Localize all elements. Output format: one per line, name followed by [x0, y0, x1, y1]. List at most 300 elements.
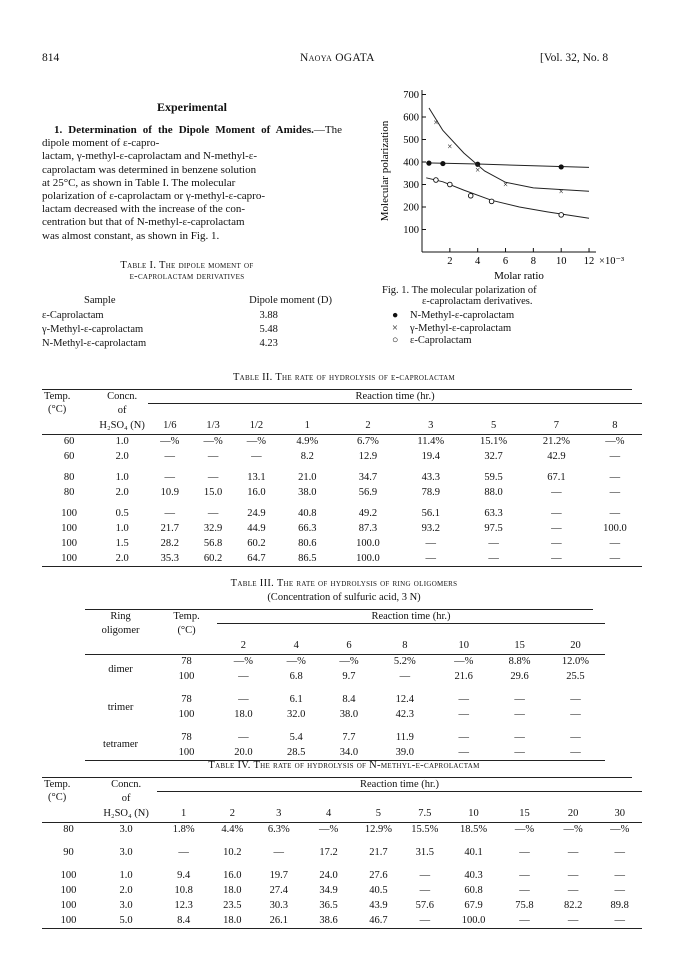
legend-item	[392, 323, 514, 336]
rate-cell: —	[419, 885, 431, 896]
rate-cell: —%	[610, 824, 630, 836]
rate-cell: —	[614, 870, 625, 881]
rate-cell: 34.0	[339, 746, 359, 758]
concn-cell: 1.5	[115, 538, 129, 549]
table-row	[85, 730, 605, 745]
table2	[42, 389, 642, 567]
x-tick-label: 12	[583, 256, 595, 267]
temp-cell: 78	[181, 656, 192, 668]
temp-cell: 100	[178, 709, 195, 720]
rate-cell: 15.5%	[411, 824, 439, 836]
rate-cell: 67.9	[464, 900, 483, 911]
rate-cell: —	[551, 552, 562, 564]
section-heading: Experimental	[157, 100, 227, 114]
y-tick-label: 100	[403, 225, 419, 236]
rate-cell: 9.7	[342, 671, 356, 682]
table4-time-header: 10	[468, 808, 479, 820]
rate-cell: —	[207, 508, 219, 519]
rate-cell: 6.3%	[267, 824, 290, 836]
table2-title: Table II. The rate of hydrolysis of ε-caprolactam	[232, 372, 456, 383]
rate-cell: —%	[318, 824, 339, 836]
oligomer-name: dimer	[108, 663, 133, 675]
series-line-cross	[429, 108, 589, 191]
rate-cell: —	[551, 523, 562, 534]
paragraph-line: lactam decreased with the increase of the con-	[42, 203, 246, 216]
table-row	[42, 551, 642, 566]
table-row	[42, 485, 642, 500]
table-row	[42, 845, 642, 860]
table2-head-of: of	[117, 404, 127, 416]
table4-head-time: Reaction time (hr.)	[360, 778, 440, 790]
temp-cell: 100	[60, 900, 77, 911]
table2-head-acid: H₂SO₄ (N)	[99, 420, 145, 432]
running-author: Naoya OGATA	[300, 52, 375, 64]
rate-cell: 19.7	[269, 870, 288, 881]
rate-cell: —	[570, 732, 581, 743]
table4-head-acid: H₂SO₄ (N)	[103, 808, 149, 820]
paragraph-line: caprolactam was determined in benzene solution	[42, 163, 257, 176]
rate-cell: —	[614, 914, 625, 926]
temp-cell: 100	[178, 746, 195, 758]
rate-cell: —	[519, 847, 530, 858]
rate-cell: 35.3	[160, 552, 179, 564]
concn-cell: 2.0	[115, 451, 129, 462]
table4-time-header: 2	[229, 808, 235, 820]
temp-cell: 78	[181, 732, 192, 743]
subheading: 1. Determination of the Dipole Moment of Amides.	[54, 124, 314, 136]
rate-cell: 18.0	[234, 709, 253, 720]
rate-cell: 5.2%	[393, 656, 416, 668]
data-point-open	[448, 182, 453, 187]
table3-title: Table III. The rate of hydrolysis of ring oligomers	[230, 578, 458, 589]
temp-cell: 100	[60, 870, 77, 881]
rate-cell: 10.8	[174, 885, 193, 896]
rate-cell: —	[570, 746, 581, 758]
volume-info: [Vol. 32, No. 8	[540, 52, 609, 64]
concn-cell: 1.0	[115, 472, 129, 483]
table3	[85, 609, 605, 761]
x-tick-label: 6	[502, 256, 509, 267]
figure-legend	[392, 310, 514, 348]
rate-cell: 12.9	[358, 451, 378, 462]
rate-cell: 38.6	[319, 914, 338, 926]
data-point-cross: ×	[502, 179, 509, 190]
rate-cell: 82.2	[563, 900, 583, 911]
temp-cell: 90	[63, 847, 74, 858]
table2-time-header: 1/3	[206, 420, 220, 432]
rate-cell: 80.6	[298, 538, 317, 549]
cross-icon: ×	[392, 322, 398, 334]
table3-head-blank	[156, 638, 217, 654]
data-point-filled	[559, 164, 564, 169]
table3-time-header: 6	[346, 640, 352, 652]
table2-time-brace	[148, 404, 642, 419]
open-circle-icon: ○	[392, 335, 399, 346]
rate-cell: 100.0	[356, 538, 380, 549]
table3-time-header: 20	[570, 640, 581, 652]
table1-sample: N-Methyl-ε-caprolactam	[42, 337, 147, 349]
table4-head-of: of	[121, 792, 131, 804]
table1-col-sample: Sample	[84, 294, 116, 306]
temp-cell: 100	[61, 538, 77, 549]
table4-head-concn: Concn.	[111, 778, 142, 790]
table3-time-header: 2	[240, 640, 247, 652]
rate-cell: 32.0	[287, 709, 306, 720]
concn-cell: 3.0	[119, 824, 133, 836]
temp-cell: 80	[63, 472, 75, 483]
temp-cell: 100	[60, 885, 77, 896]
temp-cell: 78	[181, 694, 192, 705]
rate-cell: —%	[514, 824, 535, 836]
y-tick-label: 400	[403, 157, 419, 169]
table1-title-line: Table I. The dipole moment of	[120, 260, 254, 271]
concn-cell: 1.0	[115, 436, 129, 448]
rate-cell: 6.1	[289, 694, 303, 705]
rate-cell: 100.0	[461, 914, 486, 926]
rate-cell: 16.0	[247, 487, 266, 498]
table2-time-header: 5	[490, 420, 497, 432]
concn-cell: 2.0	[115, 552, 129, 564]
table1-sample: ε-Caprolactam	[42, 309, 104, 321]
table4-time-header: 3	[276, 808, 282, 820]
rate-cell: —%	[160, 436, 180, 448]
table-row	[42, 536, 642, 551]
table2-time-header: 8	[612, 420, 618, 432]
table2-head-blank	[42, 418, 96, 434]
rate-cell: 57.6	[415, 900, 435, 911]
table2-time-header: 1/2	[249, 420, 264, 432]
paragraph-line: centration but that of N-methyl-ε-caprolactam	[42, 216, 245, 229]
table2-head-time: Reaction time (hr.)	[355, 390, 435, 402]
rate-cell: —%	[454, 656, 474, 668]
rate-cell: —	[609, 487, 621, 498]
rate-cell: —	[609, 508, 621, 519]
rate-cell: 56.8	[203, 538, 223, 549]
rate-cell: 89.8	[610, 900, 629, 911]
table-row	[42, 506, 642, 521]
table-row	[42, 822, 642, 837]
temp-cell: 80	[63, 824, 74, 836]
rate-cell: 4.9%	[296, 436, 319, 448]
table4-head-temp: Temp.	[44, 778, 71, 790]
data-point-cross: ×	[447, 141, 453, 152]
temp-cell: 100	[178, 671, 195, 682]
rate-cell: 12.9%	[364, 824, 392, 836]
rate-cell: —	[238, 732, 249, 743]
rate-cell: 42.9	[547, 451, 566, 462]
rate-cell: —	[551, 487, 562, 498]
rate-cell: 40.8	[298, 508, 317, 519]
rate-cell: —	[609, 451, 621, 462]
oligomer-name: trimer	[107, 701, 134, 713]
concn-cell: 1.0	[115, 523, 129, 534]
rate-cell: 86.5	[298, 552, 317, 564]
temp-cell: 60	[63, 451, 75, 462]
table3-head-time: Reaction time (hr.)	[371, 610, 451, 622]
table-row	[42, 470, 642, 485]
x-tick-label: 2	[447, 256, 453, 267]
rate-cell: 21.2%	[542, 436, 570, 448]
y-tick-label: 300	[403, 180, 419, 191]
rate-cell: —	[458, 694, 469, 705]
rate-cell: —%	[286, 656, 306, 668]
table1-col-dipole: Dipole moment (D)	[249, 294, 332, 306]
rate-cell: 31.5	[415, 847, 435, 858]
rate-cell: 8.8%	[508, 656, 531, 668]
rate-cell: 64.7	[247, 552, 266, 564]
rate-cell: 21.7	[369, 847, 388, 858]
rate-cell: 16.0	[223, 870, 242, 881]
rate-cell: 6.8	[289, 671, 303, 682]
rate-cell: —%	[246, 436, 267, 448]
rate-cell: —	[458, 732, 469, 743]
table4-time-header: 15	[519, 808, 530, 820]
table1-title-line: ε-caprolactam derivatives	[129, 271, 245, 282]
x-multiplier-label: ×10⁻³	[599, 256, 625, 267]
table3-head-ring: Ring	[110, 610, 131, 622]
rate-cell: —	[514, 746, 525, 758]
rate-cell: 25.5	[566, 671, 585, 682]
rate-cell: 100.0	[356, 552, 380, 564]
table3-head-oligomer: oligomer	[101, 624, 140, 636]
rate-cell: —	[614, 885, 625, 896]
data-point-filled	[440, 161, 445, 166]
x-tick-label: 10	[555, 256, 567, 267]
paragraph-line: lactam, γ-methyl-ε-caprolactam and N-methyl-ε-	[42, 150, 258, 163]
rate-cell: 27.6	[369, 870, 388, 881]
rate-cell: 87.3	[358, 523, 378, 534]
data-point-filled	[426, 161, 431, 166]
rate-cell: 32.9	[203, 523, 223, 534]
rate-cell: 21.0	[298, 472, 317, 483]
rate-cell: —	[609, 552, 621, 564]
rate-cell: 100.0	[603, 523, 627, 534]
rate-cell: —	[458, 746, 469, 758]
y-tick-label: 700	[403, 90, 419, 101]
rate-cell: —	[514, 694, 525, 705]
table4-head-temp-unit: (°C)	[48, 791, 67, 803]
rate-cell: 32.7	[484, 451, 503, 462]
table-row	[85, 654, 605, 669]
rate-cell: 18.5%	[459, 824, 488, 836]
table2-time-header: 1/6	[163, 420, 177, 432]
rate-cell: 24.9	[247, 508, 266, 519]
rate-cell: —	[419, 870, 431, 881]
rate-cell: 9.4	[177, 870, 191, 881]
rate-cell: 18.0	[223, 885, 242, 896]
rate-cell: —	[519, 914, 530, 926]
rate-cell: 38.0	[339, 709, 359, 720]
table2-time-header: 1	[304, 420, 310, 432]
table4-time-header: 1	[181, 808, 187, 820]
temp-cell: 100	[61, 508, 77, 519]
rate-cell: —	[425, 552, 436, 564]
rate-cell: 93.2	[421, 523, 440, 534]
table-row	[85, 692, 605, 707]
data-point-cross: ×	[475, 164, 481, 175]
rate-cell: 42.3	[395, 709, 415, 720]
data-point-open	[468, 193, 473, 198]
concn-cell: 2.0	[119, 885, 133, 896]
rate-cell: 15.0	[203, 487, 223, 498]
rate-cell: —%	[339, 656, 359, 668]
experimental-paragraph	[42, 124, 342, 243]
rate-cell: 8.2	[300, 451, 314, 462]
table-row	[42, 883, 642, 898]
concn-cell: 3.0	[119, 847, 133, 858]
table3-head-temp: Temp.	[173, 610, 200, 622]
rate-cell: 36.5	[319, 900, 338, 911]
paragraph-line: at 25°C, as shown in Table I. The molecular	[42, 176, 236, 189]
rate-cell: —%	[233, 656, 254, 668]
y-tick-label: 500	[403, 135, 419, 146]
rate-cell: 60.2	[247, 538, 266, 549]
rate-cell: —	[207, 472, 219, 483]
legend-label: γ-Methyl-ε-caprolactam	[410, 322, 512, 334]
concn-cell: 2.0	[115, 487, 129, 498]
table3-time-header: 8	[402, 640, 408, 652]
rate-cell: 49.2	[358, 508, 378, 519]
table1-value: 4.23	[259, 337, 278, 349]
data-point-open	[559, 213, 564, 218]
rate-cell: —	[458, 709, 469, 720]
rate-cell: 27.4	[269, 885, 288, 896]
rate-cell: 38.0	[298, 487, 317, 498]
rate-cell: —	[399, 671, 411, 682]
rate-cell: 8.4	[342, 694, 356, 705]
rate-cell: —	[164, 508, 176, 519]
data-point-open	[434, 178, 439, 183]
data-point-cross: ×	[558, 186, 564, 197]
rate-cell: —	[551, 538, 562, 549]
rate-cell: —	[419, 914, 431, 926]
y-tick-label: 600	[403, 112, 419, 124]
rate-cell: 40.5	[369, 885, 388, 896]
rate-cell: 75.8	[515, 900, 534, 911]
table4-time-header: 4	[325, 808, 332, 820]
caption-line: ε-caprolactam derivatives.	[422, 296, 533, 307]
rate-cell: 60.8	[464, 885, 483, 896]
rate-cell: —	[609, 472, 621, 483]
rate-cell: 60.2	[203, 552, 223, 564]
table-row	[42, 434, 642, 449]
rate-cell: 12.3	[174, 900, 193, 911]
rate-cell: —	[551, 508, 562, 519]
paragraph-line: was almost constant, as shown in Fig. 1.	[42, 229, 220, 242]
caption-line: Fig. 1. The molecular polarization of	[382, 285, 537, 296]
y-axis-label: Molecular polarization	[379, 120, 391, 222]
rate-cell: —	[519, 885, 530, 896]
table-row	[42, 449, 642, 464]
rate-cell: —	[273, 847, 285, 858]
rate-cell: —	[488, 552, 499, 564]
legend-item	[392, 310, 514, 323]
temp-cell: 100	[61, 552, 77, 564]
rate-cell: —	[567, 914, 579, 926]
rate-cell: 8.4	[177, 914, 191, 926]
rate-cell: 10.9	[160, 487, 179, 498]
legend-label: N-Methyl-ε-caprolactam	[410, 310, 515, 321]
rate-cell: —	[567, 870, 579, 881]
rate-cell: 12.0%	[561, 656, 590, 668]
table2-head-concn: Concn.	[107, 390, 138, 402]
rate-cell: 11.9	[395, 732, 414, 743]
rate-cell: 23.5	[223, 900, 242, 911]
table1	[42, 292, 332, 350]
table4-time-header: 5	[375, 808, 382, 820]
table2-time-header: 2	[365, 420, 371, 432]
rate-cell: 17.2	[319, 847, 338, 858]
table3-time-header: 15	[514, 640, 525, 652]
concn-cell: 0.5	[115, 508, 129, 519]
rate-cell: 21.7	[160, 523, 179, 534]
table-row	[85, 707, 605, 722]
filled-circle-icon: ●	[392, 310, 399, 321]
rate-cell: —	[614, 847, 625, 858]
table-row	[42, 913, 642, 928]
rate-cell: 30.3	[269, 900, 288, 911]
rate-cell: 59.5	[484, 472, 503, 483]
table4-time-header: 30	[614, 808, 625, 820]
rate-cell: 28.5	[287, 746, 306, 758]
table4-time-header: 20	[567, 808, 579, 820]
rate-cell: 11.4%	[417, 436, 445, 448]
table1-value: 3.88	[259, 309, 278, 321]
rate-cell: 78.9	[421, 487, 440, 498]
rate-cell: 1.8%	[172, 824, 195, 836]
molecular-polarization-chart	[370, 82, 625, 288]
concn-cell: 5.0	[119, 914, 133, 926]
temp-cell: 100	[61, 523, 77, 534]
rate-cell: 12.4	[395, 694, 415, 705]
data-point-open	[489, 199, 494, 204]
rate-cell: —%	[605, 436, 625, 448]
rate-cell: —	[519, 870, 530, 881]
table4-head-blank	[42, 806, 95, 822]
rate-cell: 24.0	[319, 870, 338, 881]
table-row	[85, 669, 605, 684]
rate-cell: 26.1	[269, 914, 288, 926]
oligomer-name: tetramer	[103, 739, 139, 751]
table-row	[85, 745, 605, 760]
table2-time-header: 3	[428, 420, 434, 432]
rate-cell: —	[207, 451, 219, 462]
table3-time-brace	[217, 624, 605, 639]
figure-caption	[382, 285, 622, 307]
table3-subtitle: (Concentration of sulfuric acid, 3 N)	[267, 592, 421, 603]
table3-head-temp-unit: (°C)	[177, 624, 196, 636]
rate-cell: 34.9	[319, 885, 338, 896]
x-axis-label: Molar ratio	[494, 270, 544, 282]
rate-cell: —%	[203, 436, 223, 448]
x-tick-label: 8	[530, 256, 536, 267]
rate-cell: 28.2	[160, 538, 179, 549]
concn-cell: 1.0	[119, 870, 133, 881]
rate-cell: 29.6	[510, 671, 529, 682]
table3-time-header: 4	[293, 640, 299, 652]
rate-cell: —%	[563, 824, 583, 836]
table-row	[42, 898, 642, 913]
rate-cell: 4.4%	[221, 824, 244, 836]
rate-cell: —	[164, 451, 176, 462]
page-number: 814	[42, 52, 60, 64]
rate-cell: 43.3	[421, 472, 440, 483]
rate-cell: 46.7	[369, 914, 388, 926]
legend-label: ε-Caprolactam	[410, 335, 472, 346]
legend-item	[392, 335, 514, 348]
table2-time-header: 7	[553, 420, 559, 432]
concn-cell: 3.0	[119, 900, 133, 911]
